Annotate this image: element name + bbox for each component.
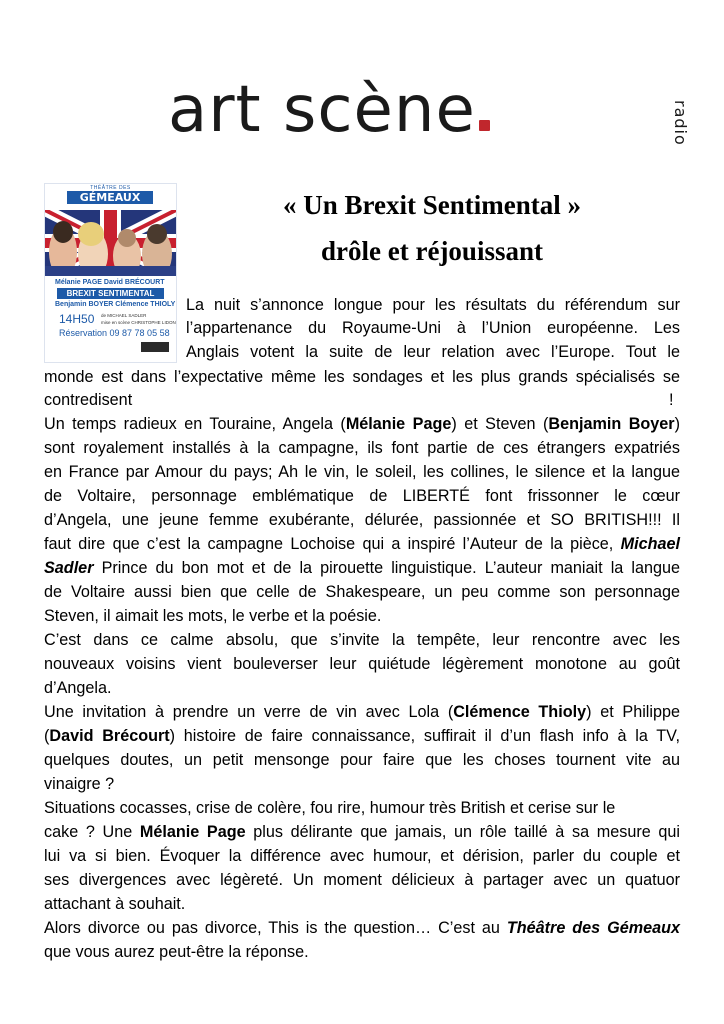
body-line: cake ? Une Mélanie Page plus délirante que jamais, un rôle taillé à sa mesure qui bbox=[44, 823, 680, 841]
poster-cast-line-1: Mélanie PAGE David BRÉCOURT bbox=[55, 279, 165, 286]
body-line: attachant à souhait. bbox=[44, 895, 186, 913]
body-line: ses divergences avec légèreté. Un moment délicieux à partager avec un quatuor bbox=[44, 871, 680, 889]
poster-photo-union-jack bbox=[45, 210, 176, 276]
article-headline-line-1: « Un Brexit Sentimental » bbox=[283, 190, 581, 220]
body-line: contredisent bbox=[44, 391, 133, 409]
poster-theatre-small: THÉÂTRE DES bbox=[90, 185, 131, 191]
body-line: de Voltaire aussi bien que celle de Shakespeare, un peu comme son personnage bbox=[44, 583, 680, 601]
actor-name: Benjamin Boyer bbox=[548, 415, 675, 433]
body-line: Steven, il aimait les mots, le verbe et la poésie. bbox=[44, 607, 382, 625]
actor-name: Mélanie Page bbox=[139, 823, 246, 841]
author-name: Michael bbox=[620, 535, 680, 553]
body-line-end: ! bbox=[669, 391, 674, 409]
body-line: quelques doutes, un petit mensonge pour faire que les choses tournent vite au bbox=[44, 751, 680, 769]
body-line: en France par Amour du pays; Ah le vin, le soleil, les collines, le silence et la langue bbox=[44, 463, 680, 481]
body-line: Situations cocasses, crise de colère, fou rire, humour très British et cerise sur le bbox=[44, 799, 616, 817]
body-line: Une invitation à prendre un verre de vin avec Lola (Clémence Thioly) et Philippe bbox=[44, 703, 680, 721]
poster-director-credit: mise en scène CHRISTOPHE LIDON bbox=[101, 320, 176, 325]
body-line: Anglais votent la suite de leur relation avec l’Europe. Tout le bbox=[186, 343, 680, 361]
body-line: faut dire que c’est la campagne Lochoise qui a inspiré l’Auteur de la pièce, Michael bbox=[44, 535, 680, 553]
logo-text: art scène bbox=[168, 73, 476, 147]
body-line: Alors divorce ou pas divorce, This is the question… C’est au Théâtre des Gémeaux bbox=[44, 919, 680, 937]
article-headline-line-2: drôle et réjouissant bbox=[321, 236, 543, 266]
body-line: l’appartenance du Royaume-Uni à l’Union européenne. Les bbox=[186, 319, 680, 337]
poster-author-credit: de MICHAEL SADLER bbox=[101, 313, 147, 318]
theatre-name: Théâtre des Gémeaux bbox=[506, 919, 680, 937]
body-line: de Voltaire, personnage emblématique de LIBERTÉ font frissonner le cœur bbox=[44, 487, 680, 505]
body-line: d’Angela, une jeune femme exubérante, délurée, passionnée et SO BRITISH!!! Il bbox=[44, 511, 680, 529]
poster-showtime: 14H50 bbox=[59, 312, 95, 326]
poster-sponsor-logos bbox=[141, 342, 169, 352]
body-line: monde est dans l’expectative même les sondages et les plus grands spécialisés se bbox=[44, 368, 680, 386]
body-line: Sadler Prince du bon mot et de la pirouette linguistique. L’auteur maniait la langue bbox=[44, 559, 680, 577]
logo-red-dot bbox=[479, 120, 490, 131]
poster-theatre-name: GÉMEAUX bbox=[67, 191, 153, 204]
body-line: (David Brécourt) histoire de faire connaissance, suffirait il d’un flash info à la TV, bbox=[44, 727, 680, 745]
art-scene-radio-logo bbox=[168, 70, 690, 160]
poster-cast-line-2: Benjamin BOYER Clémence THIOLY bbox=[55, 301, 176, 308]
body-line: La nuit s’annonce longue pour les résultats du référendum sur bbox=[186, 296, 680, 314]
body-line: que vous aurez peut-être la réponse. bbox=[44, 943, 309, 961]
poster-reservation-phone: Réservation 09 87 78 05 58 bbox=[59, 328, 170, 338]
show-poster bbox=[44, 183, 177, 363]
logo-radio-label: radio bbox=[671, 100, 690, 146]
body-line: Un temps radieux en Touraine, Angela (Mélanie Page) et Steven (Benjamin Boyer) bbox=[44, 415, 680, 433]
body-line: d’Angela. bbox=[44, 679, 112, 697]
actor-name: Clémence Thioly bbox=[453, 703, 587, 721]
actor-name: Mélanie Page bbox=[345, 415, 452, 433]
body-line: sont royalement installés à la campagne, ils font partie de ces étrangers expatriés bbox=[44, 439, 680, 457]
author-name: Sadler bbox=[44, 559, 94, 577]
body-line: C’est dans ce calme absolu, que s’invite la tempête, leur rencontre avec les bbox=[44, 631, 680, 649]
body-line: vinaigre ? bbox=[44, 775, 115, 793]
body-line: nouveaux voisins vient bouleverser leur quiétude légèrement monotone au goût bbox=[44, 655, 680, 673]
poster-show-title: BREXIT SENTIMENTAL bbox=[57, 288, 164, 299]
body-line: lui va si bien. Évoquer la différence avec humour, et dérision, parler du couple et bbox=[44, 847, 680, 865]
actor-name: David Brécourt bbox=[49, 727, 170, 745]
